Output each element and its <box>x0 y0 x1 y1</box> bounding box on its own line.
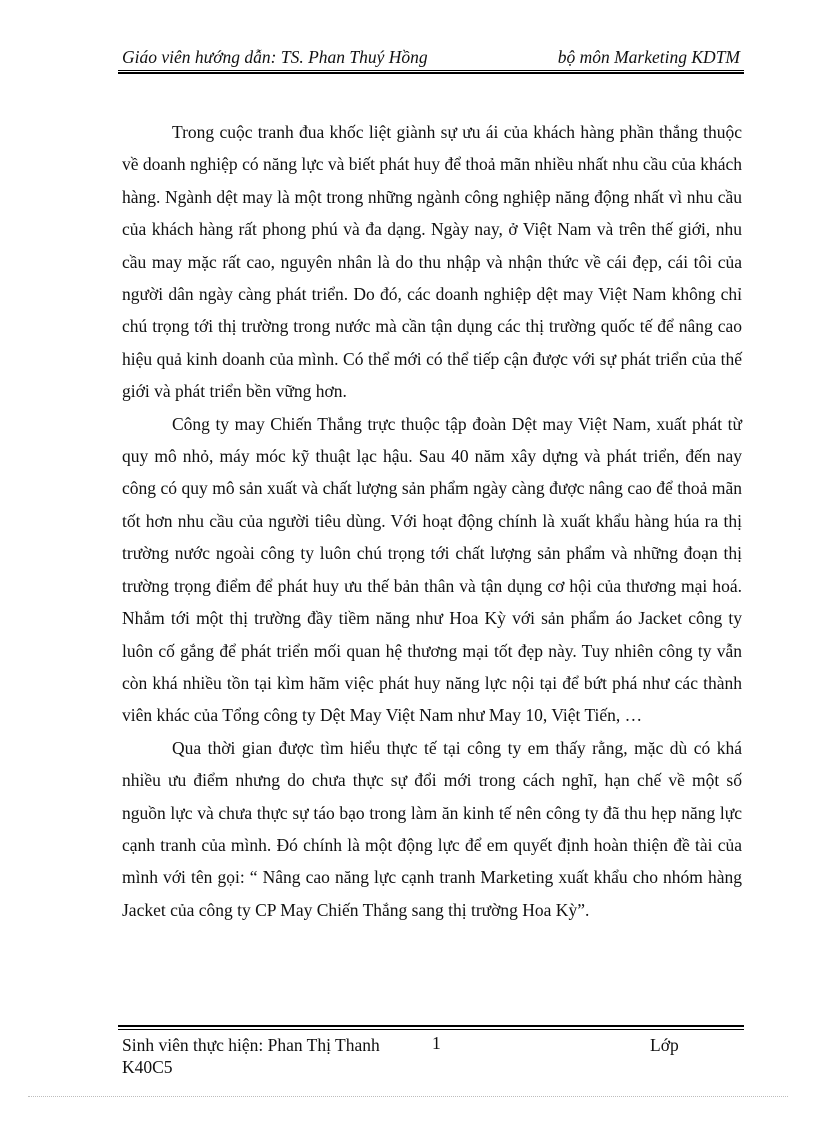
paragraph-1: Trong cuộc tranh đua khốc liệt giành sự ưu ái của khách hàng phần thắng thuộc về doanh nghiệp có năng lực và biết phát huy để thoả mãn nhiều nhất nhu cầu của khách hàng. Ngành dệt may là một trong những ngành công nghiệp năng động nhất vì nhu cầu của khách hàng rất phong phú và đa dạng. Ngày nay, ở Việt Nam và trên thế giới, nhu cầu may mặc rất cao, nguyên nhân là do thu nhập và nhận thức về cái đẹp, cái tôi của người dân ngày càng phát triển. Do đó, các doanh nghiệp dệt may Việt Nam không chỉ chú trọng tới thị trường trong nước mà cần tận dụng các thị trường quốc tế để nâng cao hiệu quả kinh doanh của mình. Có thể mới có thể tiếp cận được với sự phát triển của thế giới và phát triển bền vững hơn. <box>122 122 742 402</box>
page-header <box>122 47 744 71</box>
paragraph-2: Công ty may Chiến Thắng trực thuộc tập đoàn Dệt may Việt Nam, xuất phát từ quy mô nhỏ, máy móc kỹ thuật lạc hậu. Sau 40 năm xây dựng và phát triển, đến nay công có quy mô sản xuất và chất lượng sản phẩm ngày càng được nâng cao để thoả mãn tốt hơn nhu cầu của người tiêu dùng. Với hoạt động chính là xuất khẩu hàng húa ra thị trường nước ngoài công ty luôn chú trọng tới chất lượng sản phẩm và những đoạn thị trường trọng điểm để phát huy ưu thế bản thân và tận dụng cơ hội của thương mại hoá. Nhắm tới một thị trường đầy tiềm năng như Hoa Kỳ với sản phẩm áo Jacket công ty luôn cố gắng để phát triển mối quan hệ thương mại tốt đẹp này. Tuy nhiên công ty vẫn còn khá nhiều tồn tại kìm hãm việc phát huy năng lực nội tại để bứt phá như các thành viên khác của Tổng công ty Dệt May Việt Nam như May 10, Việt Tiến, … <box>122 413 742 726</box>
page-number: 1 <box>432 1033 441 1053</box>
department-label: bộ môn Marketing KDTM <box>557 47 740 67</box>
class-label: Lớp <box>650 1035 679 1055</box>
footer-rule <box>118 1029 744 1030</box>
paragraph-3: Qua thời gian được tìm hiểu thực tế tại công ty em thấy rằng, mặc dù có khá nhiều ưu điểm nhưng do chưa thực sự đổi mới trong cách nghĩ, hạn chế về một số nguồn lực và chưa thực sự táo bạo trong làm ăn kinh tế nên công ty đã thu hẹp năng lực cạnh tranh của mình. Đó chính là một động lực để em quyết định hoàn thiện đề tài của mình với tên gọi: “ Nâng cao năng lực cạnh tranh Marketing xuất khẩu cho nhóm hàng Jacket của công ty CP May Chiến Thắng sang thị trường Hoa Kỳ”. <box>122 737 742 920</box>
header-rule-thick <box>118 72 744 74</box>
student-label: Sinh viên thực hiện: Phan Thị Thanh <box>122 1035 380 1055</box>
advisor-label: Giáo viên hướng dẫn: TS. Phan Thuý Hồng <box>122 47 428 67</box>
header-rule <box>118 70 744 71</box>
footer-rule-thick <box>118 1025 744 1027</box>
class-code: K40C5 <box>122 1057 173 1077</box>
body-text <box>122 116 742 926</box>
page-bottom-border <box>28 1096 788 1097</box>
